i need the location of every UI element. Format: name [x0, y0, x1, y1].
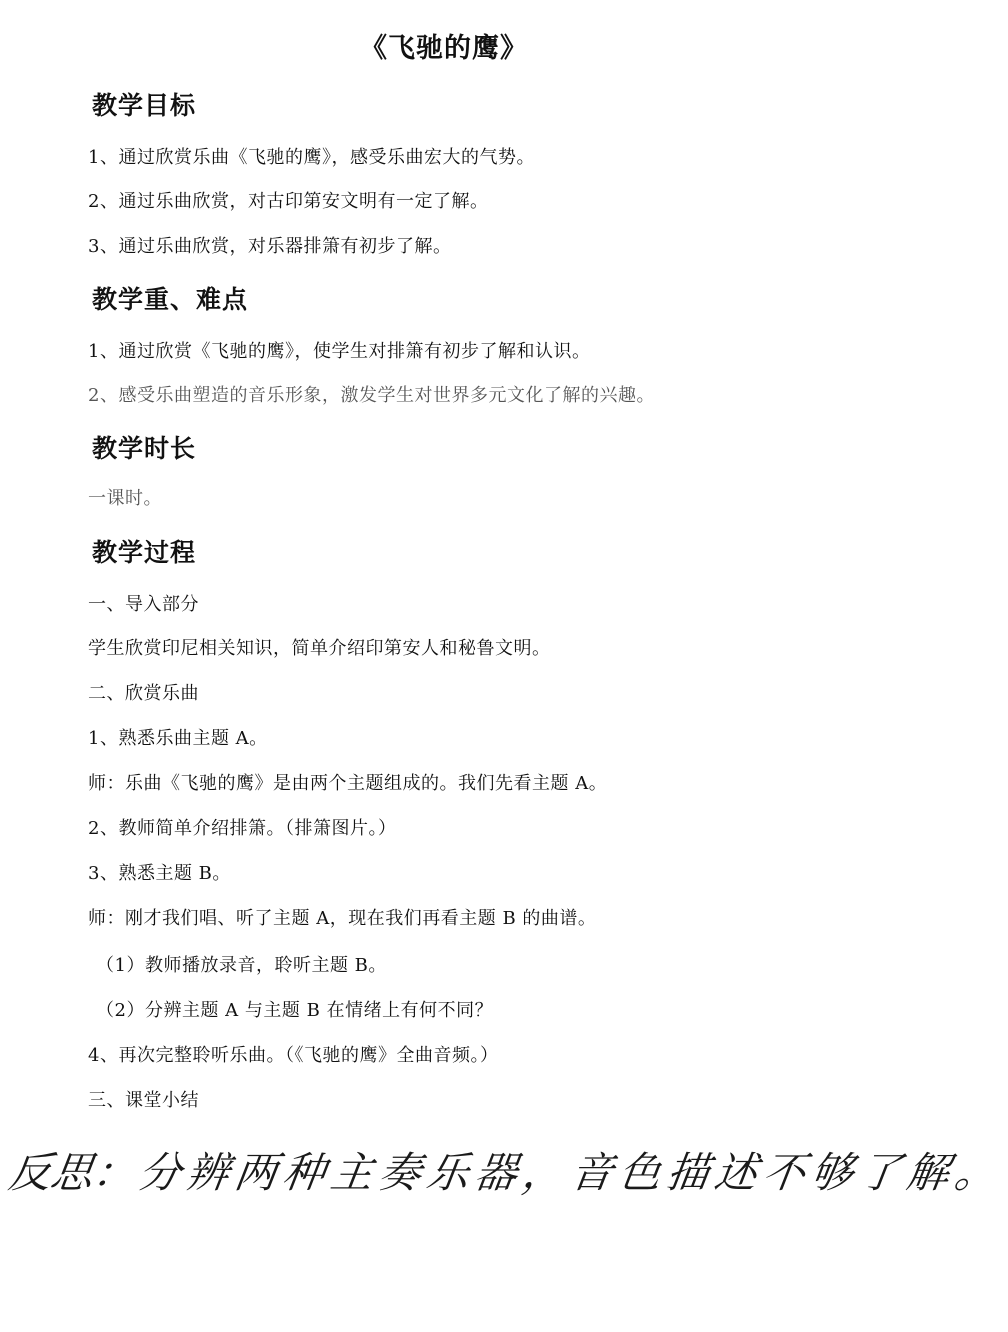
key-point-item-1: 1、通过欣赏《飞驰的鹰》，使学生对排箫有初步了解和认识。 — [88, 341, 591, 362]
duration-text: 一课时。 — [88, 488, 162, 509]
process-line: 3、熟悉主题 B。 — [88, 863, 231, 884]
goals-heading: 教学目标 — [92, 91, 197, 120]
key-points-heading: 教学重、难点 — [92, 285, 249, 314]
process-line: （1）教师播放录音，聆听主题 B。 — [96, 955, 387, 976]
handwritten-reflection — [2, 1140, 1007, 1220]
handwritten-text: 分辨两种主奏乐器，音色描述不够了解。 — [135, 1148, 1007, 1197]
process-line: 师：乐曲《飞驰的鹰》是由两个主题组成的。我们先看主题 A。 — [88, 773, 608, 794]
key-point-item-2: 2、感受乐曲塑造的音乐形象，激发学生对世界多元文化了解的兴趣。 — [88, 385, 655, 406]
process-line: 师：刚才我们唱、听了主题 A，现在我们再看主题 B 的曲谱。 — [88, 908, 597, 929]
handwritten-label: 反思： — [5, 1148, 139, 1197]
document-title: 《飞驰的鹰》 — [360, 33, 528, 64]
process-line: 1、熟悉乐曲主题 A。 — [88, 728, 268, 749]
process-line: 学生欣赏印尼相关知识，简单介绍印第安人和秘鲁文明。 — [88, 638, 551, 659]
process-line: （2）分辨主题 A 与主题 B 在情绪上有何不同？ — [96, 1000, 494, 1021]
process-line: 4、再次完整聆听乐曲。（《飞驰的鹰》全曲音频。） — [88, 1045, 499, 1066]
process-line: 一、导入部分 — [88, 594, 199, 615]
goal-item-1: 1、通过欣赏乐曲《飞驰的鹰》，感受乐曲宏大的气势。 — [88, 147, 535, 168]
process-line: 2、教师简单介绍排箫。（排箫图片。） — [88, 818, 397, 839]
process-heading: 教学过程 — [92, 538, 197, 567]
process-line: 二、欣赏乐曲 — [88, 683, 199, 704]
goal-item-3: 3、通过乐曲欣赏，对乐器排箫有初步了解。 — [88, 236, 452, 257]
process-line: 三、课堂小结 — [88, 1090, 199, 1111]
duration-heading: 教学时长 — [92, 434, 197, 463]
goal-item-2: 2、通过乐曲欣赏，对古印第安文明有一定了解。 — [88, 191, 489, 212]
